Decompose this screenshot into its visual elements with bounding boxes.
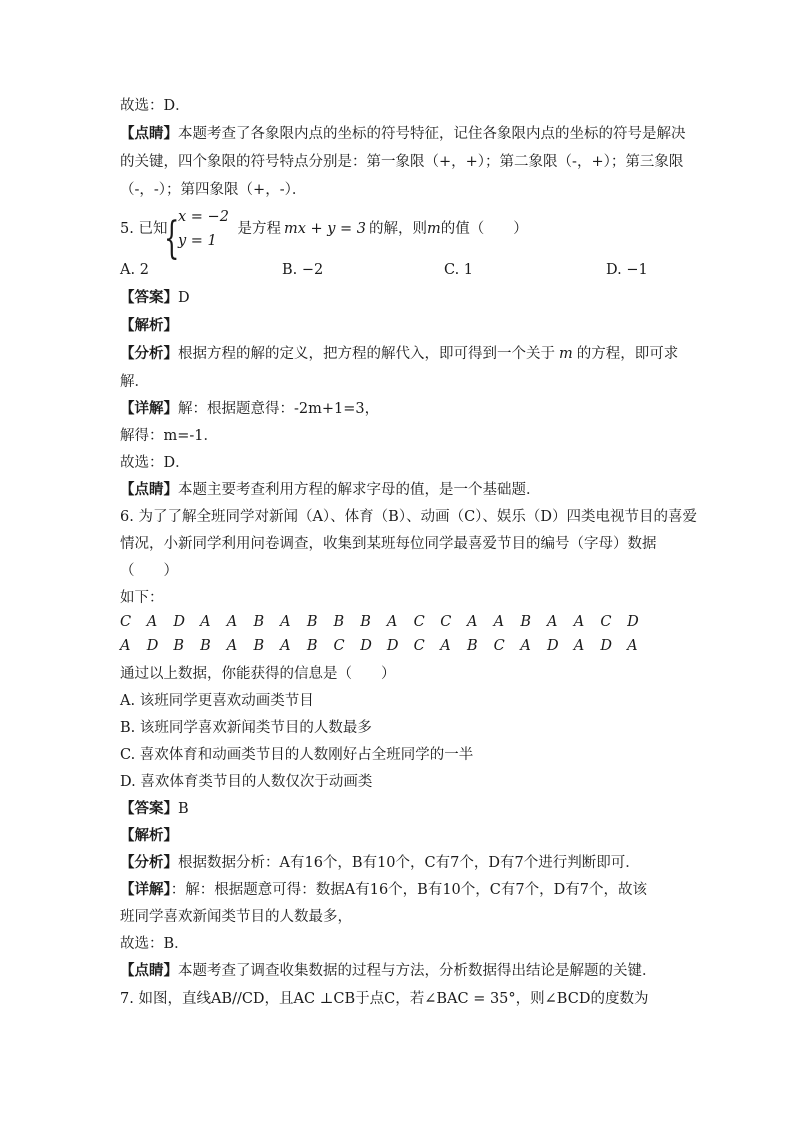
- prev-dianjing-line1: 【点睛】本题考查了各象限内点的坐标的符号特征，记住各象限内点的坐标的符号是解决: [120, 125, 686, 142]
- q6-option-d: D. 喜欢体育类节目的人数仅次于动画类: [120, 774, 373, 790]
- q5-option-a: A. 2: [120, 262, 149, 278]
- q6-answer: 【答案】B: [120, 800, 189, 817]
- data-letter: C: [413, 638, 425, 654]
- system-eq-bottom: y = 1: [178, 233, 217, 249]
- q5-option-d: D. −1: [606, 262, 648, 278]
- data-letter: B: [253, 614, 265, 630]
- q5-options: [120, 262, 680, 282]
- data-letter: B: [200, 638, 211, 654]
- data-letter: A: [386, 614, 398, 630]
- q5-option-c: C. 1: [444, 262, 474, 278]
- q6-prompt: 通过以上数据，你能获得的信息是（ ）: [120, 666, 396, 682]
- data-letter: A: [466, 614, 478, 630]
- data-letter: B: [306, 638, 318, 654]
- data-letter: A: [520, 638, 531, 654]
- q6-data-row-2: [120, 638, 654, 654]
- prev-dianjing-line3: （-，-）；第四象限（+，-）．: [120, 182, 307, 198]
- q6-stem-line1: 6. 为了了解全班同学对新闻（A）、体育（B）、动画（C）、娱乐（D）四类电视节目的喜爱: [120, 509, 698, 525]
- data-letter: B: [253, 638, 265, 654]
- data-letter: B: [520, 614, 531, 630]
- prev-answer-line: 故选：D．: [120, 98, 190, 114]
- q6-jiexi: 【解析】: [120, 827, 178, 844]
- data-letter: A: [226, 638, 238, 654]
- data-letter: D: [627, 614, 639, 630]
- q5-dianjing: 【点睛】本题主要考查利用方程的解求字母的值，是一个基础题．: [120, 481, 541, 498]
- q6-dianjing: 【点睛】本题考查了调查收集数据的过程与方法，分析数据得出结论是解题的关键．: [120, 962, 657, 979]
- data-letter: A: [200, 614, 211, 630]
- data-letter: B: [360, 614, 371, 630]
- q5-jiexi: 【解析】: [120, 317, 178, 334]
- data-letter: B: [173, 638, 185, 654]
- q6-option-b: B. 该班同学喜欢新闻类节目的人数最多: [120, 720, 372, 736]
- data-letter: B: [306, 614, 318, 630]
- data-letter: C: [493, 638, 505, 654]
- data-letter: A: [493, 614, 505, 630]
- data-letter: C: [333, 638, 345, 654]
- q6-xiangjie-cont: 班同学喜欢新闻类节目的人数最多，: [120, 909, 352, 925]
- data-letter: B: [333, 614, 345, 630]
- data-letter: D: [547, 638, 559, 654]
- q6-stem-line4: 如下：: [120, 590, 164, 606]
- data-letter: C: [120, 614, 132, 630]
- equation-brace: {: [164, 213, 180, 264]
- q5-fenxi-cont: 解．: [120, 374, 149, 390]
- data-letter: C: [413, 614, 425, 630]
- data-letter: A: [280, 614, 291, 630]
- q7-stem: 7. 如图，直线AB//CD，且AC ⊥CB于点C，若∠BAC = 35°，则∠BCD的度数为: [120, 991, 649, 1007]
- data-letter: A: [547, 614, 558, 630]
- q6-guxuan: 故选：B．: [120, 936, 189, 952]
- q5-fenxi: 【分析】根据方程的解的定义，把方程的解代入，即可得到一个关于 m 的方程，即可求: [120, 345, 679, 362]
- q6-stem-line2: 情况，小新同学利用问卷调查，收集到某班每位同学最喜爱节目的编号（字母）数据: [120, 536, 657, 552]
- q5-xiangjie: 【详解】解：根据题意得：-2m+1=3，: [120, 400, 380, 417]
- data-letter: D: [600, 638, 613, 654]
- prev-dianjing-line2: 的关键，四个象限的符号特点分别是：第一象限（+，+）；第二象限（-，+）；第三象限: [120, 154, 684, 170]
- q6-fenxi: 【分析】根据数据分析：A有16个，B有10个，C有7个，D有7个进行判断即可．: [120, 854, 640, 871]
- data-letter: D: [360, 638, 372, 654]
- data-letter: A: [440, 638, 451, 654]
- q5-guxuan: 故选：D．: [120, 455, 190, 471]
- system-eq-top: x = −2: [178, 209, 229, 225]
- q6-xiangjie: 【详解】：解：根据题意可得：数据A有16个，B有10个，C有7个，D有7个，故该: [120, 881, 647, 898]
- q5-answer: 【答案】D: [120, 289, 190, 306]
- data-letter: A: [280, 638, 291, 654]
- data-letter: A: [627, 638, 638, 654]
- q6-data-row-1: [120, 614, 654, 630]
- data-letter: B: [466, 638, 478, 654]
- data-letter: A: [573, 638, 585, 654]
- q6-stem-line3: （ ）: [120, 563, 178, 579]
- q5-jiede: 解得：m=-1．: [120, 428, 219, 444]
- q5-stem: 5. 已知 是方程 mx + y = 3 的解，则m的值（ ）: [120, 221, 528, 237]
- q6-option-c: C. 喜欢体育和动画类节目的人数刚好占全班同学的一半: [120, 747, 474, 763]
- data-letter: A: [146, 614, 158, 630]
- data-letter: A: [120, 638, 131, 654]
- data-letter: D: [173, 614, 186, 630]
- data-letter: C: [440, 614, 452, 630]
- data-letter: D: [146, 638, 159, 654]
- data-letter: D: [386, 638, 399, 654]
- data-letter: C: [600, 614, 612, 630]
- q5-option-b: B. −2: [282, 262, 324, 278]
- data-letter: A: [573, 614, 585, 630]
- data-letter: A: [226, 614, 238, 630]
- q6-option-a: A. 该班同学更喜欢动画类节目: [120, 693, 314, 709]
